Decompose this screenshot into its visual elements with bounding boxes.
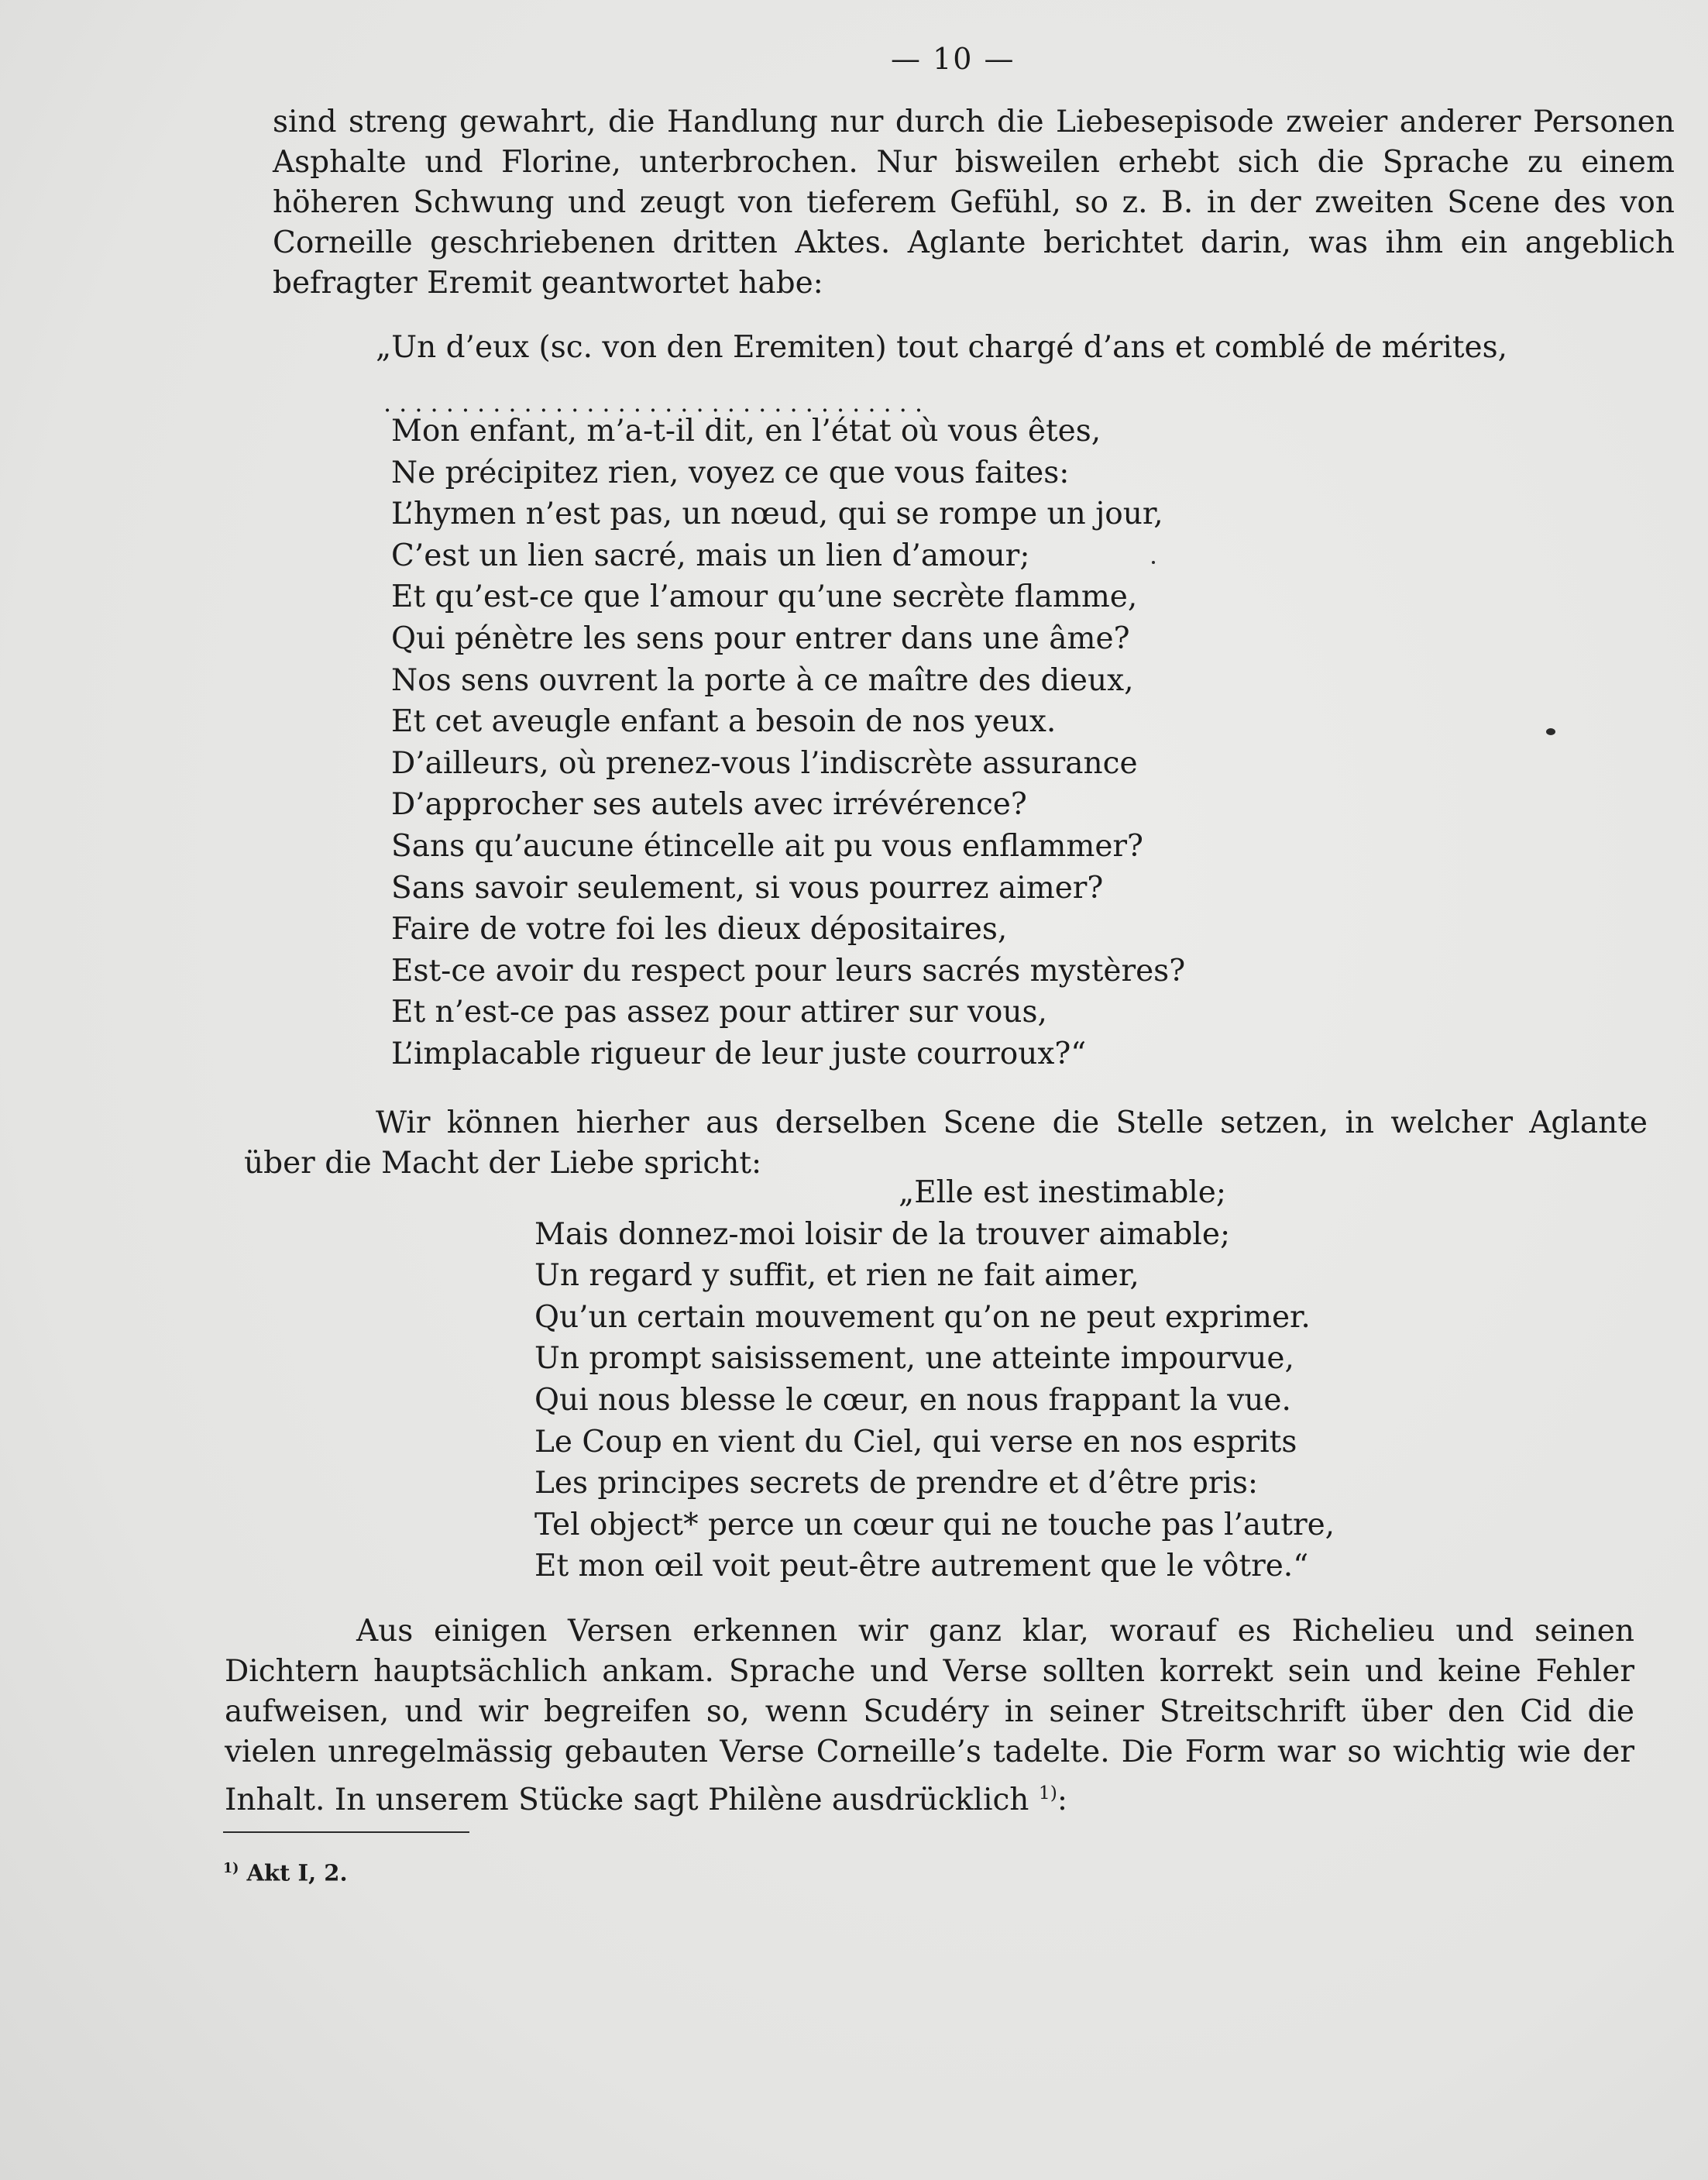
paragraph-richelieu-colon: : bbox=[1057, 1783, 1067, 1817]
verse-line: Tel object* perce un cœur qui ne touche pas l’autre, bbox=[534, 1507, 1335, 1542]
verse-line: Les principes secrets de prendre et d’être pris: bbox=[534, 1466, 1259, 1501]
page-number: — 10 — bbox=[891, 42, 1016, 76]
verse-line: L’hymen n’est pas, un nœud, qui se rompe un jour, bbox=[391, 497, 1163, 532]
verse-line: D’ailleurs, où prenez-vous l’indiscrète assurance bbox=[391, 745, 1138, 781]
paragraph-aglante: Wir können hierher aus derselben Scene die Stelle setzen, in welcher Aglante über die Macht der Liebe spricht: bbox=[244, 1105, 1648, 1181]
ink-speck bbox=[1152, 561, 1155, 564]
verse-line: L’implacable rigueur de leur juste courroux?“ bbox=[391, 1036, 1087, 1071]
verse-line: Un regard y suffit, et rien ne fait aimer, bbox=[534, 1258, 1139, 1294]
verse-line: Sans qu’aucune étincelle ait pu vous enflammer? bbox=[391, 828, 1143, 864]
verse-line: Mais donnez-moi loisir de la trouver aimable; bbox=[534, 1216, 1231, 1252]
verse-line: Mon enfant, m’a-t-il dit, en l’état où vous êtes, bbox=[391, 414, 1101, 449]
verse-line: Nos sens ouvrent la porte à ce maître des dieux, bbox=[391, 662, 1134, 698]
verse-line: Ne précipitez rien, voyez ce que vous faites: bbox=[391, 455, 1070, 490]
verse-line: Et n’est-ce pas assez pour attirer sur vous, bbox=[391, 995, 1047, 1030]
verse-line: Est-ce avoir du respect pour leurs sacrés mystères? bbox=[391, 953, 1186, 989]
verse-quote-2 bbox=[534, 1172, 1335, 1587]
footnote-text: Akt I, 2. bbox=[246, 1859, 348, 1886]
verse-line: D’approcher ses autels avec irrévérence? bbox=[391, 787, 1027, 823]
paragraph-continuation: sind streng gewahrt, die Handlung nur durch die Liebesepisode zweier anderer Personen Asphalte und Florine, unterbrochen. Nur bisweilen erhebt sich die Sprache zu einem höheren Schwung und zeugt von tieferem Gefühl, so z. B. in der zweiten Scene des von Corneille geschriebenen dritten Aktes. Aglante berichtet darin, was ihm ein angeblich befragter Eremit geantwortet habe: bbox=[273, 105, 1675, 301]
verse-line: Le Coup en vient du Ciel, qui verse en nos esprits bbox=[534, 1424, 1297, 1460]
verse-line: Qu’un certain mouvement qu’on ne peut exprimer. bbox=[534, 1299, 1311, 1335]
verse-quote-1-body bbox=[391, 411, 1185, 1075]
ink-speck bbox=[1546, 728, 1555, 735]
paragraph-richelieu-text: Aus einigen Versen erkennen wir ganz klar, worauf es Richelieu und seinen Dichtern hauptsächlich ankam. Sprache und Verse sollten korrekt sein und keine Fehler aufweisen, und wir begreifen so, wenn Scudéry in seiner Streitschrift über den Cid die vielen unregelmässig gebauten Verse Corneille’s tadelte. Die Form war so wichtig wie der Inhalt. In unserem Stücke sagt Philène ausdrücklich bbox=[225, 1614, 1634, 1817]
footnote bbox=[223, 1853, 348, 1889]
verse-line: Et mon œil voit peut-être autrement que le vôtre.“ bbox=[534, 1549, 1309, 1584]
verse-line: Sans savoir seulement, si vous pourrez aimer? bbox=[391, 870, 1104, 906]
verse-line: Qui nous blesse le cœur, en nous frappant la vue. bbox=[534, 1382, 1291, 1418]
verse-line: Un prompt saisissement, une atteinte impourvue, bbox=[534, 1341, 1294, 1377]
verse-line: Qui pénètre les sens pour entrer dans une âme? bbox=[391, 621, 1130, 656]
paragraph-richelieu bbox=[225, 1611, 1634, 1821]
verse-line: Faire de votre foi les dieux dépositaires, bbox=[391, 912, 1008, 947]
footnote-reference: 1) bbox=[1038, 1782, 1057, 1803]
footnote-marker: 1) bbox=[223, 1861, 239, 1876]
verse-line: C’est un lien sacré, mais un lien d’amour; bbox=[391, 538, 1030, 573]
verse-line: „Elle est inestimable; bbox=[899, 1175, 1226, 1210]
verse-line: Et qu’est-ce que l’amour qu’une secrète flamme, bbox=[391, 579, 1138, 615]
quote-1-lead-line: „Un d’eux (sc. von den Eremiten) tout chargé d’ans et comblé de mérites, bbox=[376, 330, 1508, 365]
footnote-divider bbox=[223, 1831, 469, 1833]
verse-quote-1 bbox=[376, 327, 1507, 369]
verse-ellipsis: ................................... bbox=[383, 388, 931, 418]
verse-line: Et cet aveugle enfant a besoin de nos yeux. bbox=[391, 704, 1057, 740]
